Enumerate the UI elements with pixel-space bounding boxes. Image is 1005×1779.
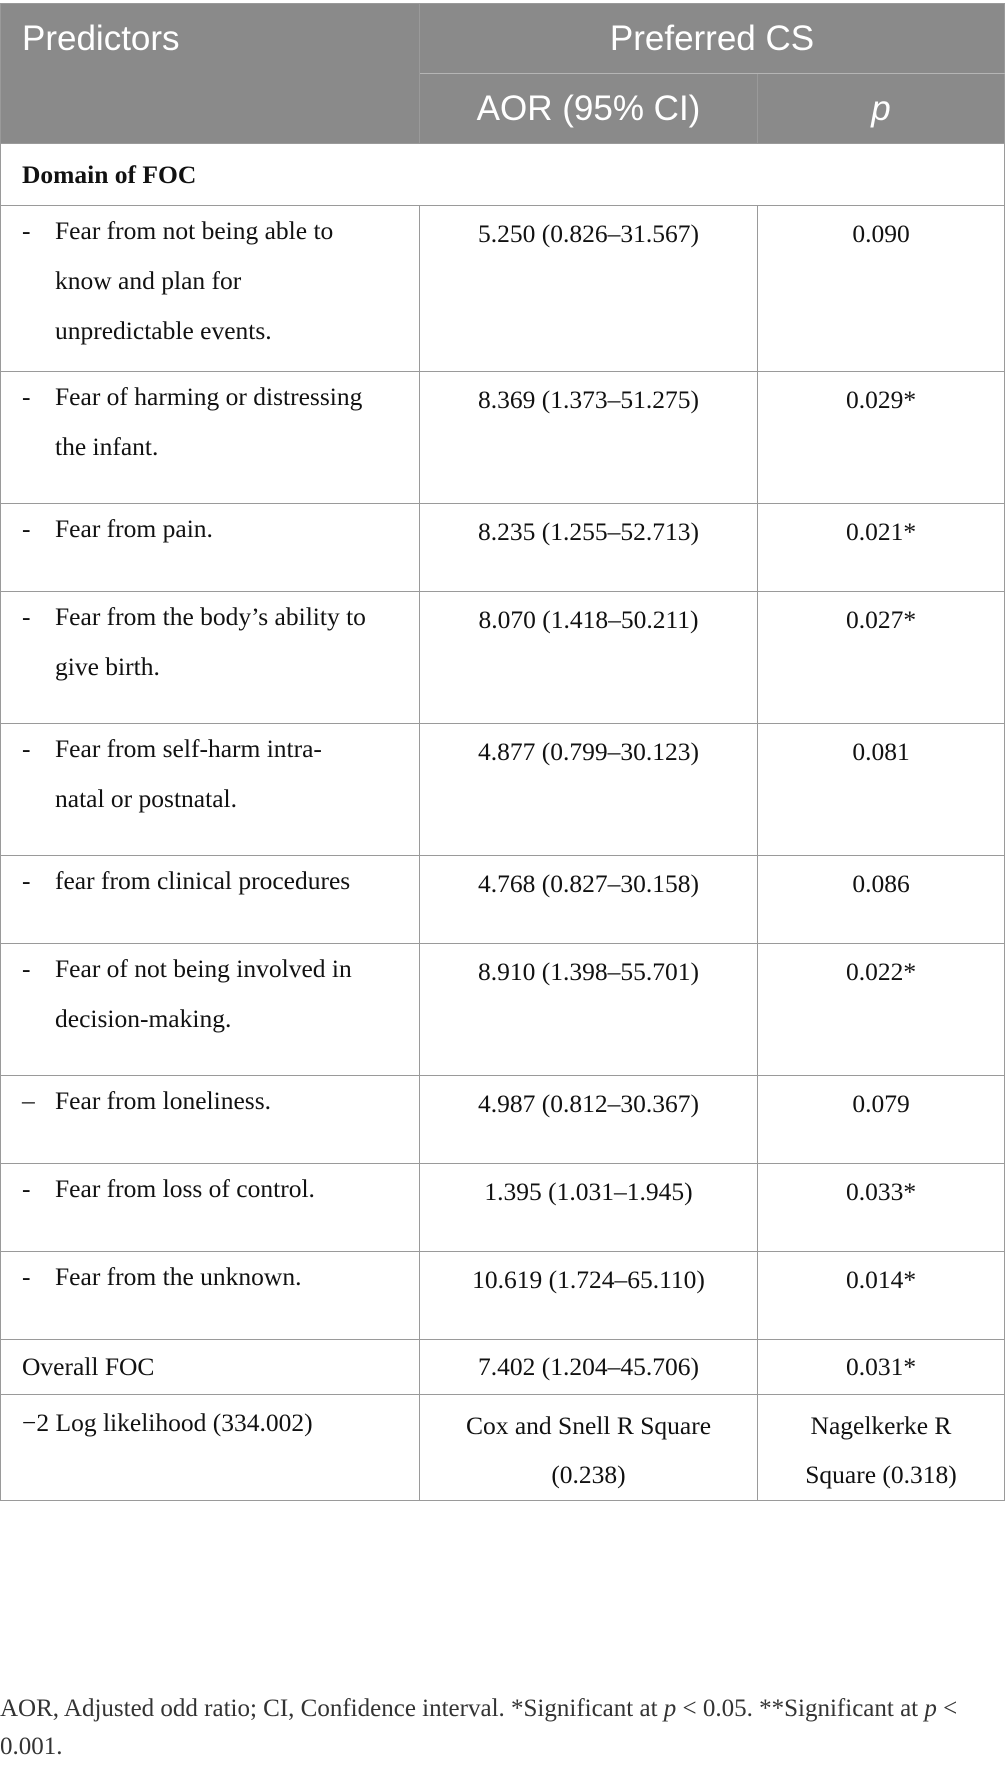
- table-row: [1, 1164, 1005, 1252]
- cox-snell-line: (0.238): [551, 1460, 626, 1489]
- aor-value: 8.070 (1.418–50.211): [420, 592, 758, 724]
- table-footnote: AOR, Adjusted odd ratio; CI, Confidence interval. *Significant at p < 0.05. **Significant at p < 0.001.: [0, 1695, 958, 1760]
- p-value: 0.027*: [758, 592, 1005, 724]
- predictor-text-line: Fear from not being able to: [55, 216, 334, 245]
- aor-value: 4.768 (0.827–30.158): [420, 856, 758, 944]
- dash-marker: –: [22, 1086, 35, 1115]
- predictor-text-line: give birth.: [55, 652, 160, 681]
- predictor-text-line: Fear from the body’s ability to: [55, 602, 366, 631]
- header-predictors: Predictors: [1, 4, 420, 144]
- p-value: 0.033*: [758, 1164, 1005, 1252]
- p-value: 0.090: [758, 206, 1005, 372]
- p-value: 0.022*: [758, 944, 1005, 1076]
- aor-value: 4.987 (0.812–30.367): [420, 1076, 758, 1164]
- aor-value: 10.619 (1.724–65.110): [420, 1252, 758, 1340]
- predictor-label: [1, 856, 420, 944]
- predictor-label: [1, 724, 420, 856]
- p-value: 0.029*: [758, 372, 1005, 504]
- overall-label: Overall FOC: [1, 1340, 420, 1395]
- predictor-text-line: Fear of harming or distressing: [55, 382, 363, 411]
- p-value: 0.021*: [758, 504, 1005, 592]
- regression-table: [0, 3, 1005, 1501]
- predictor-text-line: know and plan for: [55, 266, 242, 295]
- header-preferred-cs: Preferred CS: [420, 4, 1005, 74]
- aor-value: 1.395 (1.031–1.945): [420, 1164, 758, 1252]
- predictor-text-line: Fear from loss of control.: [55, 1174, 315, 1203]
- table-row: [1, 856, 1005, 944]
- nagelkerke-line: Square (0.318): [805, 1460, 957, 1489]
- p-value: 0.081: [758, 724, 1005, 856]
- predictor-label: [1, 504, 420, 592]
- model-fit-row: [1, 1395, 1005, 1501]
- predictor-label: [1, 1076, 420, 1164]
- cox-snell-value: [420, 1395, 758, 1501]
- aor-value: 5.250 (0.826–31.567): [420, 206, 758, 372]
- predictor-label: [1, 1252, 420, 1340]
- predictor-label: [1, 592, 420, 724]
- aor-value: 8.369 (1.373–51.275): [420, 372, 758, 504]
- table-row: [1, 944, 1005, 1076]
- table-row: [1, 724, 1005, 856]
- table-row: [1, 592, 1005, 724]
- table-row: [1, 206, 1005, 372]
- dash-marker: -: [22, 382, 31, 411]
- table-row: [1, 1252, 1005, 1340]
- overall-p: 0.031*: [758, 1340, 1005, 1395]
- dash-marker: -: [22, 514, 31, 543]
- p-value: 0.014*: [758, 1252, 1005, 1340]
- nagelkerke-value: [758, 1395, 1005, 1501]
- predictor-text-line: the infant.: [55, 432, 159, 461]
- p-value: 0.086: [758, 856, 1005, 944]
- overall-row: [1, 1340, 1005, 1395]
- predictor-label: [1, 206, 420, 372]
- overall-aor: 7.402 (1.204–45.706): [420, 1340, 758, 1395]
- predictor-text-line: Fear from self-harm intra-: [55, 734, 322, 763]
- aor-value: 4.877 (0.799–30.123): [420, 724, 758, 856]
- aor-value: 8.910 (1.398–55.701): [420, 944, 758, 1076]
- dash-marker: -: [22, 216, 31, 245]
- table-row: [1, 504, 1005, 592]
- dash-marker: -: [22, 954, 31, 983]
- predictor-text-line: Fear from loneliness.: [55, 1086, 271, 1115]
- dash-marker: -: [22, 734, 31, 763]
- predictor-label: [1, 944, 420, 1076]
- header-aor: AOR (95% CI): [420, 74, 758, 144]
- predictor-text-line: fear from clinical procedures: [55, 866, 351, 895]
- dash-marker: -: [22, 866, 31, 895]
- predictor-label: [1, 1164, 420, 1252]
- aor-value: 8.235 (1.255–52.713): [420, 504, 758, 592]
- dash-marker: -: [22, 602, 31, 631]
- predictor-label: [1, 372, 420, 504]
- log-likelihood-label: −2 Log likelihood (334.002): [1, 1395, 420, 1501]
- predictor-text-line: Fear from pain.: [55, 514, 213, 543]
- cox-snell-line: Cox and Snell R Square: [465, 1411, 712, 1440]
- nagelkerke-line: Nagelkerke R: [810, 1411, 952, 1440]
- dash-marker: -: [22, 1174, 31, 1203]
- table-row: [1, 1076, 1005, 1164]
- predictor-text-line: Fear of not being involved in: [55, 954, 352, 983]
- dash-marker: -: [22, 1262, 31, 1291]
- predictor-text-line: decision-making.: [55, 1004, 232, 1033]
- predictor-text-line: Fear from the unknown.: [55, 1262, 302, 1291]
- section-title: Domain of FOC: [1, 144, 1005, 206]
- p-value: 0.079: [758, 1076, 1005, 1164]
- predictor-text-line: natal or postnatal.: [55, 784, 237, 813]
- predictor-text-line: unpredictable events.: [55, 316, 272, 345]
- table-row: [1, 372, 1005, 504]
- header-p: p: [758, 74, 1005, 144]
